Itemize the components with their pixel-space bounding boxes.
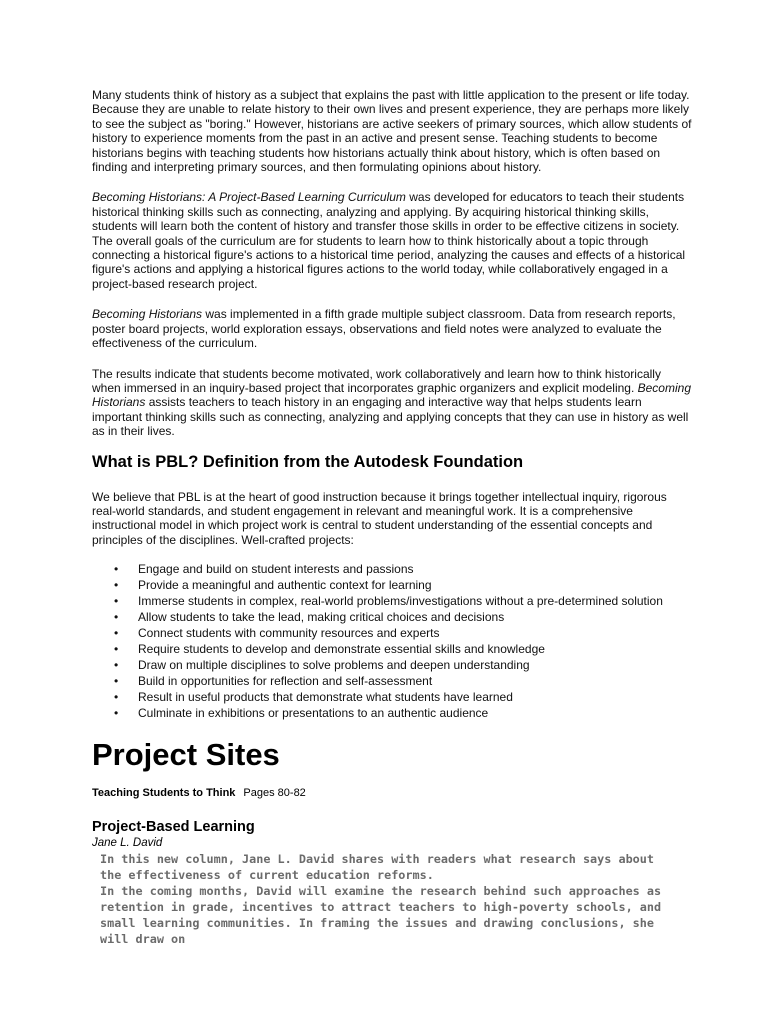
pbl-list-item-text: Require students to develop and demonstrate essential skills and knowledge: [138, 642, 545, 657]
bullet-icon: •: [114, 578, 119, 593]
abstract-paragraph-2: In the coming months, David will examine the research behind such approaches as retention in grade, incentives to attract teachers to high-poverty schools, and small learning communities. In framing the issues and drawing conclusions, she will draw on: [100, 884, 662, 947]
bullet-icon: •: [114, 562, 119, 577]
document-content: [92, 88, 692, 947]
bullet-icon: •: [114, 658, 119, 673]
intro-paragraph-4-text-a: The results indicate that students become motivated, work collaboratively and learn how to think historically when immersed in an inquiry-based project that incorporates graphic organizers and explicit modeling.: [92, 366, 661, 395]
bullet-icon: •: [114, 690, 119, 705]
pbl-list-item: [114, 609, 692, 625]
intro-paragraph-2: [92, 190, 692, 291]
bullet-icon: •: [114, 610, 119, 625]
pbl-list-item-text: Connect students with community resources and experts: [138, 626, 440, 641]
intro-paragraph-4: [92, 367, 692, 439]
pbl-list-item: [114, 577, 692, 593]
pbl-list-item-text: Immerse students in complex, real-world problems/investigations without a pre-determined solution: [138, 594, 663, 609]
pbl-list-item-text: Engage and build on student interests and passions: [138, 562, 414, 577]
abstract-paragraph-1: In this new column, Jane L. David shares with readers what research says about the effectiveness of current education reforms.: [100, 852, 654, 883]
pbl-list-item: [114, 593, 692, 609]
pbl-list-item: [114, 705, 692, 721]
pbl-list-item: [114, 625, 692, 641]
curriculum-short-title: Becoming Historians: [92, 307, 203, 322]
pbl-list-item-text: Build in opportunities for reflection and self-assessment: [138, 674, 433, 689]
bullet-icon: •: [114, 626, 119, 641]
article-title: Project-Based Learning: [92, 819, 255, 836]
curriculum-short-title-2: Becoming Historians: [92, 380, 691, 410]
pbl-definition-heading: What is PBL? Definition from the Autodesk Foundation: [92, 452, 524, 471]
intro-paragraph-3-text: was implemented in a fifth grade multiple subject classroom. Data from research reports, poster board projects, world exploration essays, observations and field notes were analyzed to evaluate the effectiveness of the curriculum.: [92, 307, 676, 351]
pbl-list-item: [114, 561, 692, 577]
publication-title: Teaching Students to Think: [92, 787, 236, 800]
intro-paragraph-1: Many students think of history as a subject that explains the past with little application to the present or life today. Because they are unable to relate history to their own lives and present experience, they are perhaps more likely to see the subject as "boring." However, historians are active seekers of primary sources, which allow students of history to experience moments from the past in an active and present sense. Teaching students to become historians begins with teaching students how historians actually think about history, which is often based on finding and interpreting primary sources, and then formulating opinions about history.: [92, 88, 692, 175]
intro-paragraph-3: [92, 307, 692, 350]
pbl-list-item: [114, 689, 692, 705]
pbl-list-item-text: Draw on multiple disciplines to solve problems and deepen understanding: [138, 658, 530, 673]
intro-paragraph-2-text: was developed for educators to teach their students historical thinking skills such as connecting, analyzing and applying. By acquiring historical thinking skills, students will learn both the content of history and transfer those skills in order to be effective citizens in society. The overall goals of the curriculum are for students to learn how to think historically about a topic through connecting a historical figure's actions to a historical time period, analyzing the causes and effects of a historical figure's actions and applying a historical figures actions to the world today, while collaboratively engaged in a project-based research project.: [92, 190, 686, 291]
pbl-list-item: [114, 673, 692, 689]
article-meta: [92, 787, 692, 799]
pbl-project-list: [92, 561, 692, 721]
curriculum-title: Becoming Historians: A Project-Based Learning Curriculum: [92, 190, 406, 205]
bullet-icon: •: [114, 674, 119, 689]
pbl-list-item: [114, 641, 692, 657]
bullet-icon: •: [114, 706, 119, 721]
pbl-list-item-text: Result in useful products that demonstrate what students have learned: [138, 690, 513, 705]
project-sites-heading: Project Sites: [92, 737, 280, 773]
article-abstract: [100, 851, 680, 947]
pbl-list-item-text: Provide a meaningful and authentic context for learning: [138, 578, 432, 593]
pbl-definition-paragraph: We believe that PBL is at the heart of good instruction because it brings together intellectual inquiry, rigorous real-world standards, and student engagement in relevant and meaningful work. It is a comprehensive instructional model in which project work is central to student understanding of the essential concepts and principles of the disciplines. Well-crafted projects:: [92, 489, 667, 547]
pbl-list-item: [114, 657, 692, 673]
article-author: Jane L. David: [92, 837, 163, 850]
page-range: Pages 80-82: [243, 787, 306, 800]
bullet-icon: •: [114, 594, 119, 609]
intro-paragraph-4-text-b: assists teachers to teach history in an engaging and interactive way that helps students learn important thinking skills such as connecting, analyzing and applying concepts that they can use in history as well as in their lives.: [92, 395, 689, 439]
bullet-icon: •: [114, 642, 119, 657]
pbl-list-item-text: Allow students to take the lead, making critical choices and decisions: [138, 610, 505, 625]
pbl-list-item-text: Culminate in exhibitions or presentations to an authentic audience: [138, 706, 489, 721]
